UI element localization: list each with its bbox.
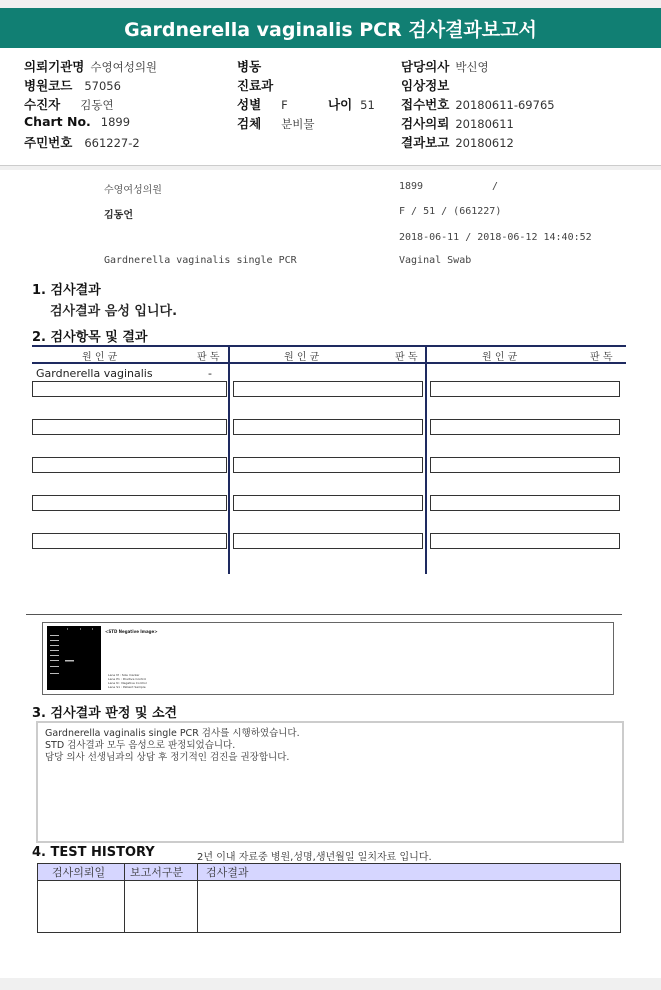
header-sex: 성별 F bbox=[237, 97, 288, 112]
header-department: 진료과 bbox=[237, 78, 274, 93]
summary-patient: 김동언 bbox=[104, 210, 133, 221]
empty-cell bbox=[233, 381, 423, 397]
column-divider bbox=[228, 345, 230, 574]
image-caption: <STD Negative Image> bbox=[105, 629, 158, 634]
col-organism-1: 원 인 균 bbox=[82, 352, 118, 363]
col-judge-3: 판 독 bbox=[590, 352, 613, 363]
empty-cell bbox=[233, 533, 423, 549]
organism-result: - bbox=[208, 367, 212, 380]
col-request-date: 검사의뢰일 bbox=[52, 866, 106, 879]
summary-slash: / bbox=[492, 181, 499, 192]
empty-cell bbox=[430, 495, 620, 511]
organism-name: Gardnerella vaginalis bbox=[36, 367, 153, 380]
empty-cell bbox=[233, 495, 423, 511]
history-table-header bbox=[38, 864, 620, 881]
header-age: 나이 51 bbox=[328, 97, 375, 112]
image-legend: Lane M : Size marker Lane P1 : Positive Control Lane N : Negative Control Lane S1 : Patient Sample bbox=[108, 673, 147, 689]
empty-cell bbox=[430, 381, 620, 397]
header-patient: 수진자 김동연 bbox=[24, 97, 114, 112]
patient-header bbox=[0, 48, 661, 166]
col-judge-1: 판 독 bbox=[197, 352, 220, 363]
section4-title: 4. TEST HISTORY bbox=[32, 845, 155, 860]
empty-cell bbox=[430, 419, 620, 435]
finding-line: 담당 의사 선생님과의 상담 후 정기적인 검진을 권장합니다. bbox=[45, 752, 290, 763]
finding-line: Gardnerella vaginalis single PCR 검사를 시행하였습니다. bbox=[45, 728, 300, 739]
col-organism-3: 원 인 균 bbox=[482, 352, 518, 363]
header-hospital-code: 병원코드 57056 bbox=[24, 78, 121, 93]
summary-dates: 2018-06-11 / 2018-06-12 14:40:52 bbox=[399, 232, 592, 243]
result-table bbox=[32, 345, 626, 575]
empty-cell bbox=[233, 457, 423, 473]
header-request-date: 검사의뢰 20180611 bbox=[401, 116, 514, 131]
col-judge-2: 판 독 bbox=[395, 352, 418, 363]
section3-title: 3. 검사결과 판정 및 소견 bbox=[32, 706, 178, 721]
history-table bbox=[37, 863, 621, 933]
findings-box bbox=[36, 721, 624, 843]
divider-line bbox=[26, 614, 622, 615]
summary-chart: 1899 bbox=[399, 181, 424, 192]
header-hospital: 의뢰기관명 수영여성의원 bbox=[24, 59, 158, 74]
empty-cell bbox=[32, 381, 227, 397]
header-report-date: 결과보고 20180612 bbox=[401, 135, 514, 150]
report-body bbox=[0, 170, 661, 978]
column-divider bbox=[197, 864, 198, 932]
section1-result: 검사결과 음성 입니다. bbox=[50, 304, 178, 319]
history-note: 2년 이내 자료중 병원,성명,생년월일 일치자료 입니다. bbox=[197, 852, 432, 863]
finding-line: STD 검사결과 모두 음성으로 판정되었습니다. bbox=[45, 740, 236, 751]
header-specimen: 검체 분비물 bbox=[237, 116, 315, 131]
summary-hospital: 수영여성의원 bbox=[104, 185, 162, 196]
summary-sex-age: F / 51 / (661227) bbox=[399, 206, 502, 217]
report-title: Gardnerella vaginalis PCR 검사결과보고서 bbox=[0, 8, 661, 48]
section1-title: 1. 검사결과 bbox=[32, 283, 101, 298]
gel-image-frame bbox=[42, 622, 614, 695]
empty-cell bbox=[430, 533, 620, 549]
col-report-type: 보고서구분 bbox=[130, 866, 184, 879]
empty-cell bbox=[32, 419, 227, 435]
section2-title: 2. 검사항목 및 결과 bbox=[32, 330, 148, 345]
header-doctor: 담당의사 박신영 bbox=[401, 59, 489, 74]
column-divider bbox=[425, 345, 427, 574]
summary-test-name: Gardnerella vaginalis single PCR bbox=[104, 255, 297, 266]
result-table-header bbox=[32, 345, 626, 364]
empty-cell bbox=[430, 457, 620, 473]
header-resident-no: 주민번호 661227-2 bbox=[24, 135, 140, 150]
header-ward: 병동 bbox=[237, 59, 262, 74]
col-test-result: 검사결과 bbox=[206, 866, 249, 879]
column-divider bbox=[124, 864, 125, 932]
header-chart-no: Chart No. 1899 bbox=[24, 114, 131, 129]
summary-specimen: Vaginal Swab bbox=[399, 255, 472, 266]
col-organism-2: 원 인 균 bbox=[284, 352, 320, 363]
header-receipt-no: 접수번호 20180611-69765 bbox=[401, 97, 555, 112]
empty-cell bbox=[32, 457, 227, 473]
gel-electrophoresis-image bbox=[47, 626, 101, 690]
empty-cell bbox=[233, 419, 423, 435]
empty-cell bbox=[32, 533, 227, 549]
header-clinical-info: 임상정보 bbox=[401, 78, 450, 93]
empty-cell bbox=[32, 495, 227, 511]
